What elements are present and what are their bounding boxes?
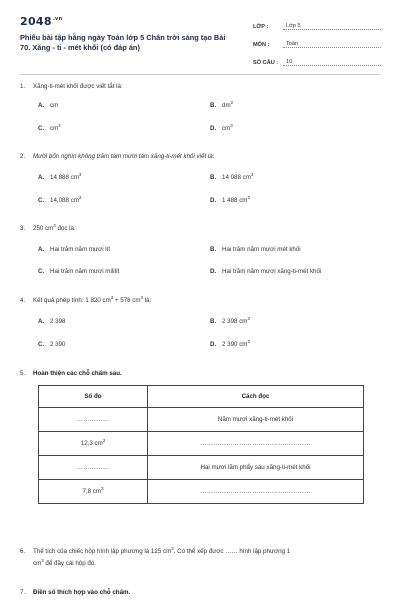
superscript: 2 <box>230 99 234 105</box>
option-3d[interactable] <box>210 268 321 275</box>
option-key: D. <box>210 125 217 132</box>
question-text: Xăng-ti-mét khối được viết tắt là: <box>33 83 123 90</box>
cell-reading: Năm mươi xăng-ti-mét khối <box>148 408 364 432</box>
option-2c[interactable] <box>38 194 82 204</box>
superscript: 3 <box>140 294 143 300</box>
option-key: C. <box>38 268 45 275</box>
worksheet-title: Phiếu bài tập hằng ngày Toán lớp 5 Chân trời sáng tạo Bài 70. Xăng - ti - mét khối (có đáp án) <box>20 33 226 52</box>
superscript: 3 <box>101 485 104 491</box>
superscript: 3 <box>247 315 250 321</box>
option-4a[interactable] <box>38 318 65 325</box>
cell-reading: Hai mươi lăm phẩy sáu xăng-ti-mét khối <box>148 456 364 480</box>
question-text-end: là: <box>143 297 152 304</box>
cell-measure <box>39 480 148 504</box>
superscript: 3 <box>250 171 254 177</box>
blank-cell[interactable]: …………………………………………… <box>148 480 364 504</box>
meta-label: MÔN : <box>253 42 270 48</box>
fill-in-table <box>38 385 364 504</box>
question-number: 5. <box>20 370 26 377</box>
option-1c[interactable] <box>38 122 61 132</box>
question-text: Kết quả phép tính: 1 820 cm <box>33 297 111 304</box>
blank-cell[interactable]: …………… <box>39 408 148 432</box>
question-number: 2. <box>20 153 26 160</box>
option-text: Hai trăm năm mươi mililít <box>50 268 120 275</box>
option-key: B. <box>210 174 217 181</box>
table-row <box>39 456 364 480</box>
question-text: Thể tích của chiếc hộp hình lập phương là 125 cm <box>33 548 172 555</box>
option-text: cm <box>222 125 231 132</box>
option-key: C. <box>38 197 45 204</box>
option-2d[interactable] <box>210 194 250 204</box>
question-text: Điền số thích hợp vào chỗ chấm. <box>33 589 131 596</box>
meta-subject-row <box>253 36 381 48</box>
logo-text: 2048 <box>20 15 52 28</box>
option-key: B. <box>210 102 217 109</box>
question-1 <box>20 83 123 90</box>
option-text: 2 390 <box>50 341 66 348</box>
table-header-row <box>39 386 364 408</box>
question-7 <box>20 589 130 596</box>
measure-text: 7,8 cm <box>82 488 102 495</box>
option-text: 1 488 cm <box>222 197 248 204</box>
meta-class-row <box>253 18 381 30</box>
meta-info <box>253 18 381 72</box>
superscript: 3 <box>78 194 82 200</box>
superscript: 3 <box>53 222 56 228</box>
option-3a[interactable] <box>38 246 110 253</box>
option-text: 14 088 cm <box>222 174 251 181</box>
superscript: 3 <box>247 338 250 344</box>
option-text: 14,088 cm <box>50 197 79 204</box>
blank-cell[interactable]: …………… <box>39 456 148 480</box>
question-6 <box>20 546 382 558</box>
option-key: A. <box>38 246 45 253</box>
measure-text: 12,3 cm <box>80 440 103 447</box>
superscript: 3 <box>171 545 174 551</box>
question-2 <box>20 153 214 160</box>
question-number: 7. <box>20 589 26 596</box>
header-divider <box>20 74 380 75</box>
question-number: 1. <box>20 83 26 90</box>
superscript: 3 <box>102 437 106 443</box>
option-key: D. <box>210 197 217 204</box>
question-number: 6. <box>20 548 26 555</box>
question-text: cm <box>33 560 42 567</box>
option-key: B. <box>210 246 217 253</box>
option-3c[interactable] <box>38 268 119 275</box>
meta-count-row <box>253 54 381 66</box>
option-key: A. <box>38 102 45 109</box>
option-key: D. <box>210 341 217 348</box>
column-header-so-do: Số đo <box>39 386 148 408</box>
option-4c[interactable] <box>38 341 65 348</box>
logo-tld: .vn <box>52 16 63 23</box>
superscript: 3 <box>230 122 233 128</box>
option-2a[interactable] <box>38 171 82 181</box>
meta-value: 10 <box>283 59 381 66</box>
question-number: 4. <box>20 297 26 304</box>
question-text-mid: + 578 cm <box>113 297 141 304</box>
meta-label: LỚP : <box>253 24 269 30</box>
option-text: dm <box>222 102 231 109</box>
superscript: 2 <box>58 122 61 128</box>
question-4 <box>20 294 152 304</box>
superscript: 3 <box>78 171 82 177</box>
option-text: cm <box>50 102 59 109</box>
option-text: 2 398 <box>50 318 66 325</box>
option-text: 14 888 cm <box>50 174 79 181</box>
question-text-end: đọc là: <box>55 225 76 232</box>
question-number: 3. <box>20 225 26 232</box>
option-4b[interactable] <box>210 315 250 325</box>
meta-value: Toán <box>283 41 381 48</box>
option-4d[interactable] <box>210 338 250 348</box>
table-row <box>39 408 364 432</box>
superscript: 3 <box>110 294 114 300</box>
option-2b[interactable] <box>210 171 254 181</box>
cell-measure <box>39 432 148 456</box>
question-text: Mười bốn nghìn không trăm tám mươi tám xăng-ti-mét khối viết là: <box>33 153 215 160</box>
site-logo[interactable] <box>20 15 62 28</box>
question-text: Hoàn thiện các chỗ chấm sau. <box>33 370 122 377</box>
question-5 <box>20 370 122 377</box>
question-text-end: để đầy cái hộp đó. <box>43 560 96 567</box>
option-key: C. <box>38 125 45 132</box>
option-text: 2 390 cm <box>222 341 248 348</box>
option-1a[interactable] <box>38 102 58 109</box>
meta-value: Lớp 5 <box>283 23 381 30</box>
question-6-line2 <box>33 557 96 567</box>
option-text: Hai trăm năm mươi lít <box>50 246 111 253</box>
option-key: B. <box>210 318 217 325</box>
option-1b[interactable] <box>210 99 234 109</box>
option-key: C. <box>38 341 45 348</box>
option-1d[interactable] <box>210 122 233 132</box>
option-3b[interactable] <box>210 246 301 253</box>
superscript: 3 <box>41 557 44 563</box>
question-3 <box>20 222 76 232</box>
superscript: 3 <box>247 194 250 200</box>
table-row <box>39 480 364 504</box>
table-row <box>39 432 364 456</box>
option-key: D. <box>210 268 217 275</box>
blank-cell[interactable]: …………………………………………… <box>148 432 364 456</box>
option-key: A. <box>38 318 45 325</box>
meta-label: SỐ CÂU : <box>253 60 279 66</box>
option-text: Hai trăm năm mươi mét khối <box>222 246 301 253</box>
option-text: Hai trăm năm mươi xăng-ti-mét khối <box>222 268 322 275</box>
column-header-cach-doc: Cách đọc <box>148 386 364 408</box>
question-text: 250 cm <box>33 225 54 232</box>
option-key: A. <box>38 174 45 181</box>
question-text-cont: . Có thể xếp được …… hình lập phương 1 <box>173 548 291 555</box>
option-text: cm <box>50 125 59 132</box>
option-text: 2 398 cm <box>222 318 248 325</box>
